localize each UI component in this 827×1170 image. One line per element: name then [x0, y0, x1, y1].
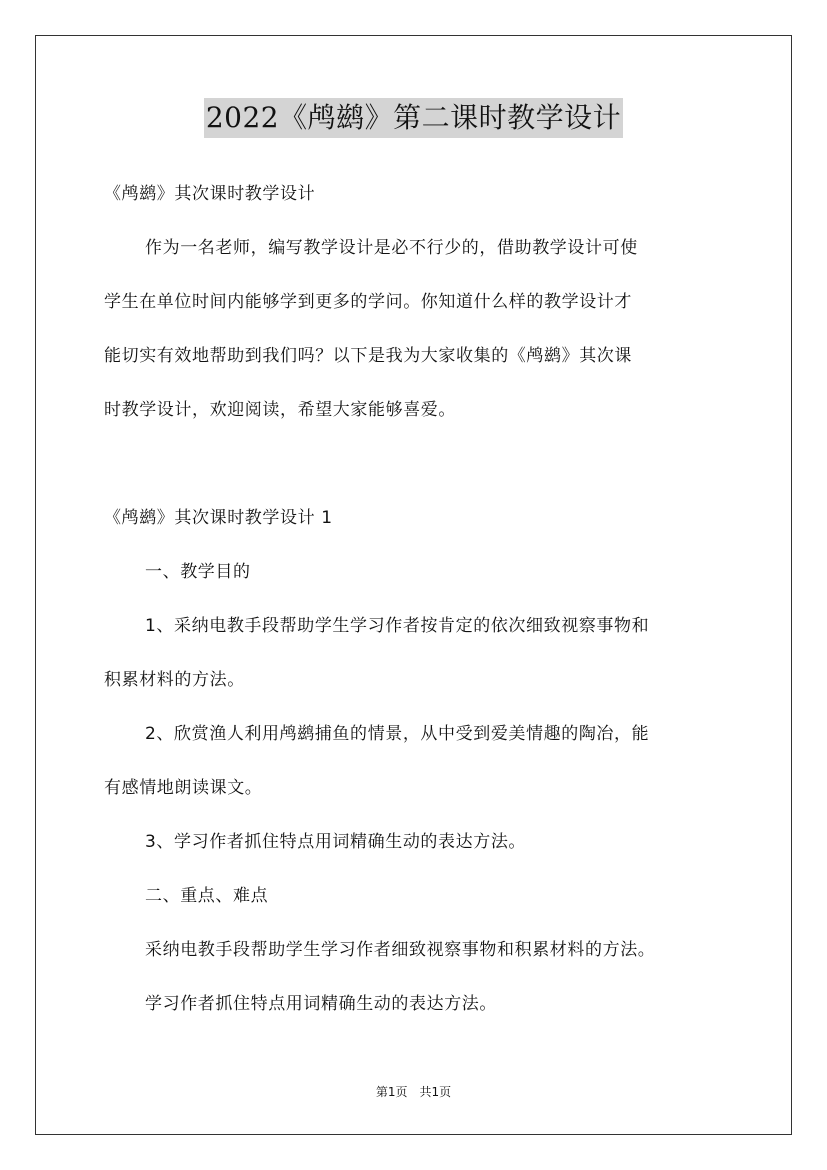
paragraph-line: 有感情地朗读课文。	[104, 778, 263, 798]
paragraph-line: 能切实有效地帮助到我们吗？以下是我为大家收集的《鸬鹚》其次课	[104, 346, 632, 366]
paragraph-line: 积累材料的方法。	[104, 670, 245, 690]
section-heading: 《鸬鹚》其次课时教学设计	[104, 184, 316, 204]
subheading: 一、教学目的	[145, 562, 251, 582]
paragraph-line: 采纳电教手段帮助学生学习作者细致视察事物和积累材料的方法。	[145, 940, 656, 960]
paragraph-line: 1、采纳电教手段帮助学生学习作者按肯定的依次细致视察事物和	[145, 616, 650, 636]
document-title-wrap	[0, 98, 827, 138]
paragraph-line: 学习作者抓住特点用词精确生动的表达方法。	[145, 994, 497, 1014]
page-footer: 第1页 共1页	[375, 1085, 452, 1099]
paragraph-line: 作为一名老师，编写教学设计是必不行少的，借助教学设计可使	[145, 238, 638, 258]
paragraph-line: 学生在单位时间内能够学到更多的学问。你知道什么样的教学设计才	[104, 292, 632, 312]
paragraph-line: 2、欣赏渔人利用鸬鹚捕鱼的情景，从中受到爱美情趣的陶冶，能	[145, 724, 650, 744]
document-title: 2022《鸬鹚》第二课时教学设计	[204, 98, 623, 138]
subheading: 二、重点、难点	[145, 886, 269, 906]
paragraph-line: 3、学习作者抓住特点用词精确生动的表达方法。	[145, 832, 527, 852]
paragraph-line: 时教学设计，欢迎阅读，希望大家能够喜爱。	[104, 400, 456, 420]
section-heading: 《鸬鹚》其次课时教学设计 1	[104, 508, 333, 528]
